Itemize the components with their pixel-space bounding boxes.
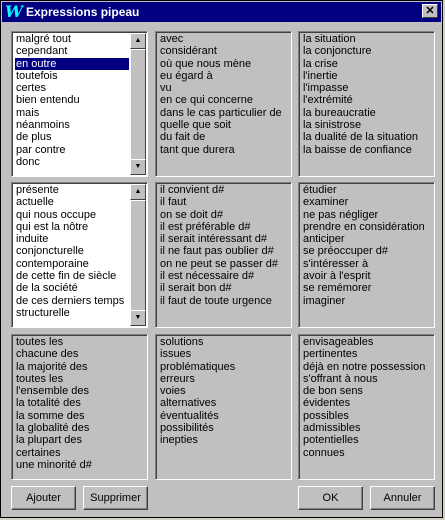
list-item[interactable]: la crise — [303, 57, 338, 70]
list-item[interactable]: dans le cas particulier de — [160, 106, 282, 119]
list-item[interactable]: contemporaine — [16, 257, 89, 270]
list-item[interactable]: de plus — [16, 131, 52, 144]
delete-button[interactable]: Supprimer — [83, 486, 148, 510]
scroll-down-button[interactable]: ▼ — [130, 310, 146, 326]
list-item[interactable]: connues — [303, 446, 345, 459]
cancel-button[interactable]: Annuler — [370, 486, 435, 510]
title-bar[interactable] — [2, 2, 441, 22]
panel-prepositions[interactable] — [155, 31, 292, 177]
list-item[interactable]: potentielles — [303, 434, 359, 447]
list-item[interactable]: malgré tout — [16, 33, 72, 45]
list-item[interactable]: évidentes — [303, 397, 351, 410]
list-item[interactable]: la somme des — [16, 409, 85, 422]
listbox-connectors[interactable] — [11, 31, 148, 177]
list-item[interactable]: actuelle — [16, 196, 54, 209]
list-item[interactable]: la majorité des — [16, 360, 88, 373]
app-logo-icon: W — [5, 2, 23, 21]
list-item[interactable]: la situation — [303, 33, 356, 45]
panel-nouns[interactable] — [155, 334, 292, 480]
list-item[interactable]: possibles — [303, 409, 349, 422]
list-item[interactable]: vu — [160, 82, 172, 95]
list-item[interactable]: avoir à l'esprit — [303, 270, 371, 283]
list-item[interactable]: présente — [16, 184, 59, 196]
list-item[interactable]: ne pas négliger — [303, 208, 379, 221]
scroll-up-button[interactable]: ▲ — [130, 33, 146, 49]
scroll-thumb[interactable] — [130, 49, 146, 161]
list-item[interactable]: toutes les — [16, 336, 64, 348]
list-item[interactable]: donc — [16, 155, 40, 168]
list-item[interactable]: la globalité des — [16, 422, 90, 435]
list-item[interactable]: néanmoins — [16, 119, 70, 132]
list-item[interactable]: se préoccuper d# — [303, 245, 388, 258]
list-item[interactable]: inepties — [160, 434, 198, 447]
list-item[interactable]: possibilités — [160, 422, 214, 435]
list-item[interactable]: il faut — [160, 196, 187, 209]
list-item[interactable]: issues — [160, 348, 192, 361]
list-item[interactable]: on se doit d# — [160, 208, 223, 221]
list-item[interactable]: pertinentes — [303, 348, 358, 361]
list-item[interactable]: en ce qui concerne — [160, 94, 253, 107]
list-item[interactable]: induite — [16, 233, 49, 246]
list-item[interactable]: de ces derniers temps — [16, 294, 125, 307]
list-item[interactable]: voies — [160, 385, 186, 398]
list-item[interactable]: l'impasse — [303, 82, 349, 95]
list-item[interactable]: la bureaucratie — [303, 106, 376, 119]
list-item[interactable]: avec — [160, 33, 184, 45]
list-item[interactable]: la sinistrose — [303, 119, 362, 132]
list-item[interactable]: la totalité des — [16, 397, 81, 410]
ok-button[interactable]: OK — [298, 486, 363, 510]
window-title: Expressions pipeau — [26, 5, 140, 19]
list-item[interactable]: de la société — [16, 282, 78, 295]
list-item[interactable]: déjà en notre possession — [303, 360, 426, 373]
list-item[interactable]: imaginer — [303, 294, 346, 307]
listbox-scrollbar[interactable] — [130, 33, 146, 175]
list-item[interactable]: considérant — [160, 45, 217, 58]
list-item[interactable]: prendre en considération — [303, 220, 425, 233]
list-item[interactable]: il serait bon d# — [160, 282, 232, 295]
list-item[interactable]: la dualité de la situation — [303, 131, 418, 144]
list-item[interactable]: de bon sens — [303, 385, 363, 398]
list-item[interactable]: toutes les — [16, 372, 64, 385]
list-item[interactable]: mais — [16, 106, 40, 119]
list-item[interactable]: de cette fin de siècle — [16, 270, 117, 283]
list-item[interactable]: erreurs — [160, 372, 195, 385]
panel-adjectives[interactable] — [298, 334, 435, 480]
list-item[interactable]: il faut de toute urgence — [160, 294, 272, 307]
close-button[interactable]: ✕ — [422, 4, 438, 18]
panel-verbs[interactable] — [298, 182, 435, 328]
list-item[interactable]: du fait de — [160, 131, 206, 144]
list-item[interactable]: anticiper — [303, 233, 345, 246]
list-item[interactable]: éventualités — [160, 409, 219, 422]
listbox-qualifiers[interactable] — [11, 182, 148, 328]
list-item[interactable]: qui nous occupe — [16, 208, 97, 221]
list-item[interactable]: conjoncturelle — [16, 245, 84, 258]
list-item[interactable]: toutefois — [16, 69, 58, 82]
list-item[interactable]: eu égard à — [160, 69, 213, 82]
list-item[interactable]: il serait intéressant d# — [160, 233, 267, 246]
list-item[interactable]: il ne faut pas oublier d# — [160, 245, 274, 258]
list-item[interactable]: cependant — [16, 45, 68, 58]
list-item[interactable]: s'offrant à nous — [303, 372, 378, 385]
panel-obligations[interactable] — [155, 182, 292, 328]
list-item[interactable]: tant que durera — [160, 143, 235, 156]
list-item[interactable]: l'inertie — [303, 69, 338, 82]
scroll-up-button[interactable]: ▲ — [130, 184, 146, 200]
list-item[interactable]: problématiques — [160, 360, 236, 373]
panel-quantifiers[interactable] — [11, 334, 148, 480]
scroll-down-button[interactable]: ▼ — [130, 159, 146, 175]
list-item[interactable]: certaines — [16, 446, 61, 459]
list-item[interactable]: qui est la nôtre — [16, 220, 89, 233]
list-item[interactable]: la baisse de confiance — [303, 143, 412, 156]
list-item[interactable]: il est préférable d# — [160, 220, 251, 233]
scroll-thumb[interactable] — [130, 200, 146, 312]
list-item[interactable]: se remémorer — [303, 282, 372, 295]
list-item[interactable]: structurelle — [16, 306, 70, 319]
add-button[interactable]: Ajouter — [11, 486, 76, 510]
list-item[interactable]: on ne peut se passer d# — [160, 257, 279, 270]
list-item[interactable]: solutions — [160, 336, 204, 348]
list-item[interactable]: par contre — [16, 143, 66, 156]
list-item[interactable]: une minorité d# — [16, 458, 92, 471]
list-item[interactable]: la plupart des — [16, 434, 83, 447]
list-item[interactable]: certes — [16, 82, 46, 95]
list-item[interactable]: il est nécessaire d# — [160, 270, 255, 283]
list-item[interactable]: il convient d# — [160, 184, 225, 196]
list-item[interactable]: s'intéresser à — [303, 257, 369, 270]
list-item[interactable]: où que nous mène — [160, 57, 252, 70]
panel-situations[interactable] — [298, 31, 435, 177]
list-item[interactable]: bien entendu — [16, 94, 80, 107]
list-item[interactable]: l'ensemble des — [16, 385, 90, 398]
listbox-scrollbar[interactable] — [130, 184, 146, 326]
list-item[interactable]: quelle que soit — [160, 119, 231, 132]
list-item[interactable]: alternatives — [160, 397, 217, 410]
list-item[interactable]: chacune des — [16, 348, 79, 361]
list-item[interactable]: l'extrémité — [303, 94, 353, 107]
list-item[interactable]: la conjoncture — [303, 45, 372, 58]
list-item[interactable]: étudier — [303, 184, 337, 196]
list-item[interactable]: admissibles — [303, 422, 361, 435]
list-item[interactable]: en outre — [15, 58, 129, 70]
list-item[interactable]: examiner — [303, 196, 349, 209]
list-item[interactable]: envisageables — [303, 336, 374, 348]
